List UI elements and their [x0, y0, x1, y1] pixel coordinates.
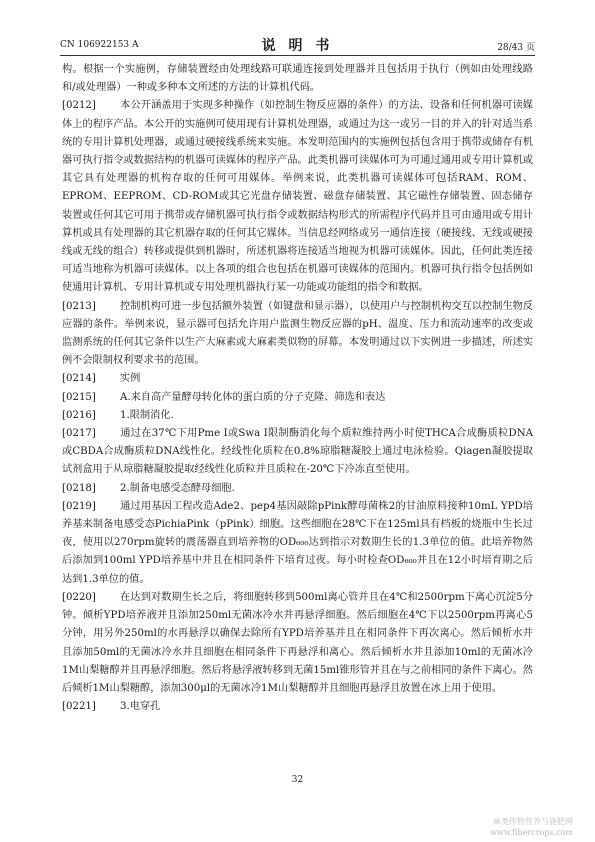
paragraph-number: [0217]	[62, 428, 96, 440]
paragraph	[62, 425, 533, 480]
paragraph-number: [0220]	[62, 591, 96, 603]
paragraph-text: 2.制备电感受态酵母细胞.	[120, 482, 235, 494]
paragraph	[62, 370, 533, 388]
paragraph	[62, 698, 533, 716]
page-indicator: 28/43 页	[497, 43, 535, 53]
paragraph-number: [0218]	[62, 482, 96, 494]
paragraph-number: [0219]	[62, 500, 96, 512]
paragraph-text: 在达到对数期生长之后，将细胞转移到500ml离心管并且在4℃和2500rpm下离心沉淀5分钟。倾析YPD培养液并且添加250ml无菌冰冷水并再悬浮细胞。然后细胞在4℃下以2500rpm再离心5分钟，用另外250ml的水再悬浮以确保去除所有YPD培养基并且在相同条件下再次离心。然后倾析水并且添加50ml的无菌冰冷水并且细胞在相同条件下再悬浮和离心。然后倾析水并且添加10ml的无菌冰冷1M山梨糖醇并且再悬浮细胞。然后将悬浮液转移到无菌15ml锥形管并且在与之前相同的条件下离心。然后倾析1M山梨糖醇，添加300μl的无菌冰冷1M山梨糖醇并且细胞再悬浮且放置在冰上用于使用。	[62, 591, 533, 694]
paragraph-text: 通过用基因工程改造Ade2、pep4基因敲除pPink酵母菌株2的甘油原料接种10mL YPD培养基来制备电感受态PichiaPink（pPink）细胞。这些细胞在28℃下在125ml具有档板的烧瓶中生长过夜，使用以270rpm旋转的震荡器直到培养物的OD₆₀₀达到指示对数期生长的1.3单位的值。此培养物然后添加到100ml YPD培养基中并且在相同条件下培育过夜。每小时检查OD₆₀₀并且在12小时培育期之后达到1.3单位的值。	[62, 500, 533, 585]
paragraph-text: A.来自高产量酵母转化体的蛋白质的分子克隆、筛选和表达	[120, 391, 386, 403]
paragraph	[62, 298, 533, 371]
paragraph-number: [0215]	[62, 391, 96, 403]
document-type-title: 说 明 书	[261, 38, 334, 54]
paragraph	[62, 407, 533, 425]
paragraph-number: [0214]	[62, 373, 96, 385]
paragraph	[62, 498, 533, 589]
paragraph-text: 本公开涵盖用于实现多种操作（如控制生物反应器的条件）的方法、设备和任何机器可读媒体上的程序产品。本公开的实施例可使用现有计算机处理器，或通过为这一或另一目的并入的针对适当系统的专用计算机处理器，或通过硬接线系统来实施。本发明范围内的实施例包括包含用于携带或储存有机器可执行指令或数据结构的机器可读媒体的程序产品。此类机器可读媒体可为可通过通用或专用计算机或其它具有处理器的机构存取的任何可用媒体。举例来说，此类机器可读媒体可包括RAM、ROM、EPROM、EEPROM、CD-ROM或其它光盘存储装置、磁盘存储装置、其它磁性存储装置、固态储存装置或任何其它可用于携带或存储机器可执行指令或数据结构形式的所需程序代码并且可由通用或专用计算机或具有处理器的其它机器存取的任何其它媒体。当信息经网络或另一通信连接（硬接线、无线或硬接线或无线的组合）转移或提供到机器时，所述机器将连接适当地视为机器可读媒体。因此，任何此类连接可适当地称为机器可读媒体。以上各项的组合也包括在机器可读媒体的范围内。机器可执行指令包括例如使通用计算机、专用计算机或专用处理机器执行某一功能或功能组的指令和数据。	[62, 100, 533, 294]
paragraph-text: 1.限制消化.	[120, 409, 174, 421]
watermark	[490, 816, 573, 838]
paragraph-text: 实例	[120, 373, 141, 385]
publication-number: CN 106922153 A	[60, 40, 139, 50]
paragraph-text: 通过在37℃下用Pme I或Swa I限制酶消化每个质粒维持两小时使THCA合成酶质粒DNA或CBDA合成酶质粒DNA线性化。经线性化质粒在0.8%琼脂糖凝胶上通过电泳检验。Qiagen凝胶提取试剂盒用于从琼脂糖凝胶提取经线性化质粒并且质粒在-20℃下冷冻直至使用。	[62, 428, 533, 476]
paragraph	[62, 61, 533, 97]
watermark-line: 麻类作物营养与施肥网	[493, 817, 573, 826]
paragraph	[62, 480, 533, 498]
paragraph-number: [0212]	[62, 100, 96, 112]
page-number: 32	[291, 775, 304, 785]
paragraph	[62, 389, 533, 407]
page-header	[60, 38, 535, 54]
paragraph-text: 控制机构可进一步包括额外装置（如键盘和显示器），以使用户与控制机构交互以控制生物反应器的条件。举例来说，显示器可包括允许用户监测生物反应器的pH、温度、压力和流动速率的改变或监测系统的任何其它条件以生产大麻素或大麻素类似物的屏幕。本发明通过以下实例进一步描述，所述实例不会限制权利要求书的范围。	[62, 300, 533, 367]
watermark-line: www.fibercrops.com	[490, 828, 573, 837]
paragraph-text: 构。根据一个实施例，存储装置经由处理线路可联通连接到处理器并且包括用于执行（例如由处理线路和/或处理器）一种或多种本文所述的方法的计算机代码。	[62, 64, 533, 94]
document-body	[62, 61, 533, 716]
paragraph-text: 3.电穿孔	[120, 701, 161, 713]
paragraph	[62, 589, 533, 698]
header-rule	[60, 55, 535, 56]
paragraph-number: [0216]	[62, 409, 96, 421]
paragraph-number: [0221]	[62, 701, 96, 713]
paragraph-number: [0213]	[62, 300, 96, 312]
paragraph	[62, 97, 533, 297]
